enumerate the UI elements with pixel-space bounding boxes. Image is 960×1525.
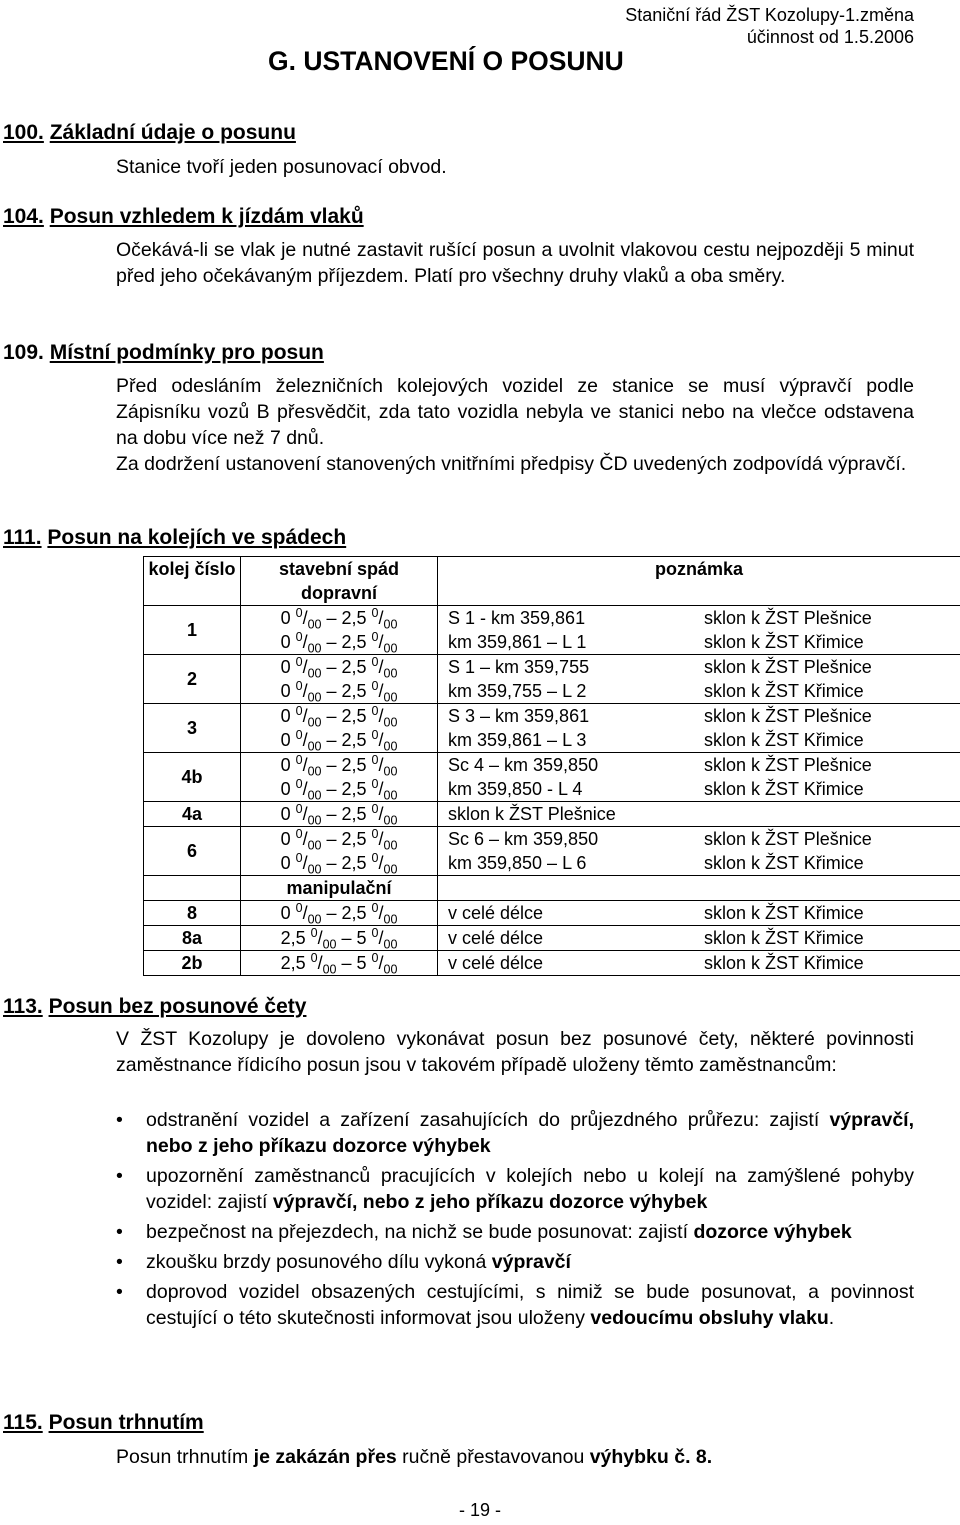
table-row: [144, 827, 960, 876]
track-number: 4b: [144, 753, 241, 802]
header-poznamka: poznámka: [438, 557, 960, 606]
slope-cell: 0 $^0/_{00} - 2,5$ $^0/_{00}$ 0 $^0/_{00} - 2,5$ $^0/_{00}$: [241, 753, 438, 802]
slope-cell: 0 $^0/_{00} - 2,5$ $^0/_{00}$: [241, 901, 438, 926]
gradient-table: [143, 556, 960, 976]
section-111-heading: [3, 526, 346, 550]
list-item: • bezpečnost na přejezdech, na nichž se bude posunovat: zajistí dozorce výhybek: [116, 1219, 914, 1245]
section-109-text: [116, 373, 914, 477]
effective-date: účinnost od 1.5.2006: [746, 27, 914, 47]
section-115-heading: [3, 1411, 204, 1435]
note-cell: v celé délce sklon k ŽST Křimice: [438, 951, 960, 976]
table-row: [144, 606, 960, 655]
section-title: Posun vzhledem k jízdám vlaků: [49, 205, 364, 228]
section-title: Posun bez posunové čety: [48, 995, 307, 1018]
table-row: [144, 704, 960, 753]
section-104-text: Očekává-li se vlak je nutné zastavit rušící posun a uvolnit vlakovou cestu nejpozději 5 minut před jeho očekávaným příjezdem. Platí pro všechny druhy vlaků a oba směry.: [116, 239, 914, 287]
section-100-heading: [3, 121, 296, 145]
slope-cell: 2,5 $^0/_{00} - 5$ $^0/_{00}$: [241, 926, 438, 951]
section-number: 104.: [3, 205, 44, 228]
document-reference: [625, 4, 914, 48]
slope-cell: 0 $^0/_{00} - 2,5$ $^0/_{00}$ 0 $^0/_{00} - 2,5$ $^0/_{00}$: [241, 606, 438, 655]
table-row: [144, 901, 960, 926]
slope-cell: 0 $^0/_{00} - 2,5$ $^0/_{00}$ 0 $^0/_{00} - 2,5$ $^0/_{00}$: [241, 655, 438, 704]
header-kolej: kolej číslo: [144, 557, 241, 606]
track-number: 4a: [144, 802, 241, 827]
table-header-row: [144, 557, 960, 606]
list-item: • zkoušku brzdy posunového dílu vykoná výpravčí: [116, 1249, 914, 1275]
track-number: 2: [144, 655, 241, 704]
table-subheader-row: [144, 876, 960, 901]
section-number: 111.: [3, 526, 42, 549]
section-113-heading: [3, 995, 306, 1019]
list-item: • doprovod vozidel obsazených cestujícími, s nimiž se bude posunovat, a povinnost cestující o této skutečnosti informovat jsou uloženy vedoucímu obsluhy vlaku.: [116, 1279, 914, 1331]
section-number: 109.: [3, 341, 44, 364]
paragraph: Před odesláním železničních kolejových vozidel ze stanice se musí výpravčí podle Zápisníku vozů B přesvědčit, zda tato vozidla nebyla ve stanici nebo na vlečce odstavena na dobu více než 7 dnů.: [116, 375, 914, 449]
section-109-heading: [3, 341, 324, 365]
section-100-text: Stanice tvoří jeden posunovací obvod.: [116, 156, 447, 178]
table-row: [144, 655, 960, 704]
table-row: [144, 926, 960, 951]
slope-cell: 0 $^0/_{00} - 2,5$ $^0/_{00}$: [241, 802, 438, 827]
section-number: 113.: [3, 995, 43, 1018]
slope-cell: 0 $^0/_{00} - 2,5$ $^0/_{00}$ 0 $^0/_{00} - 2,5$ $^0/_{00}$: [241, 827, 438, 876]
table-row: [144, 753, 960, 802]
track-number: 8: [144, 901, 241, 926]
note-cell: v celé délce sklon k ŽST Křimice: [438, 901, 960, 926]
slope-cell: 0 $^0/_{00} - 2,5$ $^0/_{00}$ 0 $^0/_{00} - 2,5$ $^0/_{00}$: [241, 704, 438, 753]
note-cell: sklon k ŽST Plešnice: [438, 802, 960, 827]
track-number: 6: [144, 827, 241, 876]
section-115-text: Posun trhnutím je zakázán přes ručně přestavovanou výhybku č. 8.: [116, 1446, 713, 1468]
note-cell: Sc 6 – km 359,850 sklon k ŽST Plešnice km 359,850 – L 6 sklon k ŽST Křimice: [438, 827, 960, 876]
list-item: • odstranění vozidel a zařízení zasahujících do průjezdného průřezu: zajistí výpravčí, nebo z jeho příkazu dozorce výhybek: [116, 1107, 914, 1159]
note-cell: S 3 – km 359,861 sklon k ŽST Plešnice km 359,861 – L 3 sklon k ŽST Křimice: [438, 704, 960, 753]
page-number: - 19 -: [458, 1500, 501, 1520]
section-113-intro: V ŽST Kozolupy je dovoleno vykonávat posun bez posunové čety, některé povinnosti zaměstnance řídicího posun jsou v takovém případě uloženy těmto zaměstnancům:: [116, 1028, 914, 1076]
note-cell: v celé délce sklon k ŽST Křimice: [438, 926, 960, 951]
track-number: 8a: [144, 926, 241, 951]
header-spad: stavební spád dopravní: [241, 557, 438, 606]
note-cell: S 1 - km 359,861 sklon k ŽST Plešnice km 359,861 – L 1 sklon k ŽST Křimice: [438, 606, 960, 655]
paragraph: Za dodržení ustanovení stanovených vnitřními předpisy ČD uvedených zodpovídá výpravčí.: [116, 453, 907, 475]
section-number: 115.: [3, 1411, 43, 1434]
track-number: 2b: [144, 951, 241, 976]
section-104-heading: [3, 205, 364, 229]
header-manipulacni: manipulační: [241, 876, 438, 901]
responsibility-list: [116, 1107, 914, 1335]
chapter-title: G. USTANOVENÍ O POSUNU: [268, 46, 624, 76]
note-cell: Sc 4 – km 359,850 sklon k ŽST Plešnice km 359,850 - L 4 sklon k ŽST Křimice: [438, 753, 960, 802]
track-number: 3: [144, 704, 241, 753]
table-row: [144, 802, 960, 827]
table-row: [144, 951, 960, 976]
section-title: Posun trhnutím: [48, 1411, 204, 1434]
note-cell: S 1 – km 359,755 sklon k ŽST Plešnice km 359,755 – L 2 sklon k ŽST Křimice: [438, 655, 960, 704]
section-title: Základní údaje o posunu: [49, 121, 296, 144]
document-name: Staniční řád ŽST Kozolupy-1.změna: [625, 5, 914, 25]
slope-cell: 2,5 $^0/_{00} - 5$ $^0/_{00}$: [241, 951, 438, 976]
section-number: 100.: [3, 121, 44, 144]
list-item: • upozornění zaměstnanců pracujících v kolejích nebo u kolejí na zamýšlené pohyby vozidel: zajistí výpravčí, nebo z jeho příkazu dozorce výhybek: [116, 1163, 914, 1215]
section-title: Posun na kolejích ve spádech: [47, 526, 347, 549]
section-title: Místní podmínky pro posun: [49, 341, 324, 364]
track-number: 1: [144, 606, 241, 655]
